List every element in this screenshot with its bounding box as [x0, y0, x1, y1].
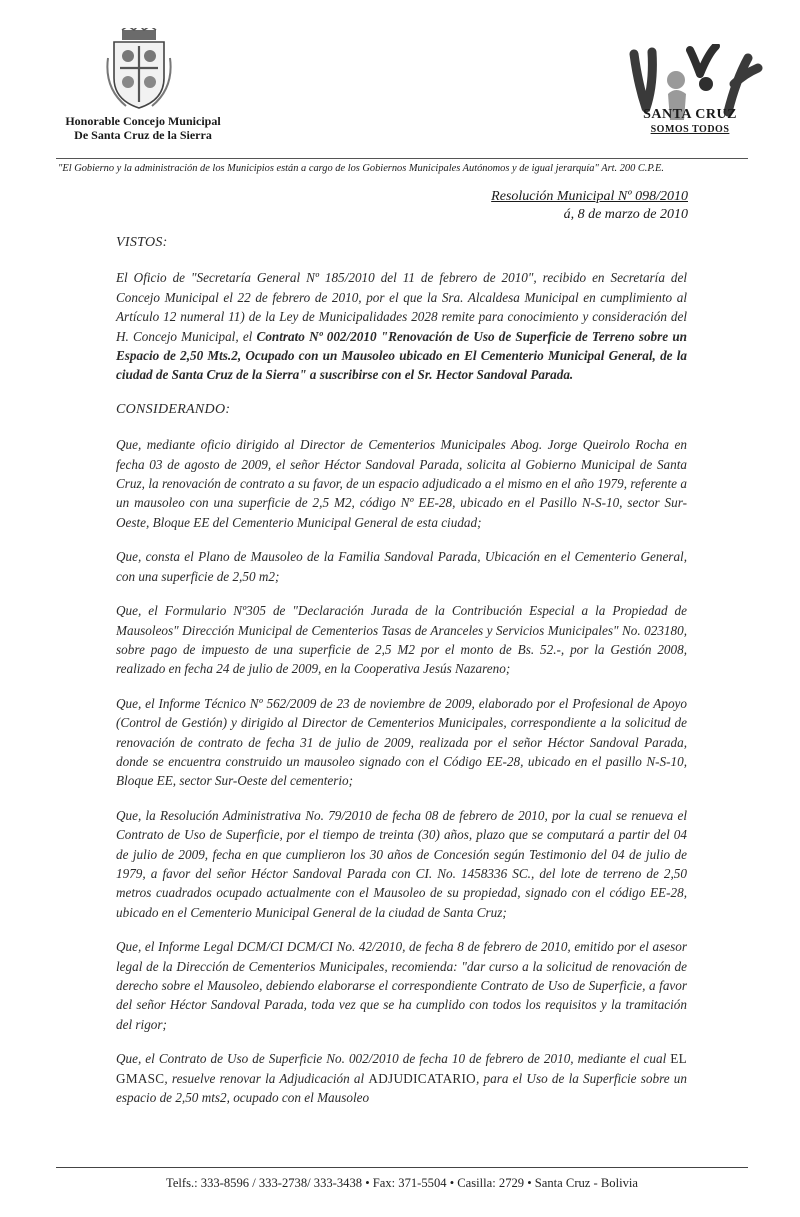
p7-text-a: Que, el Contrato de Uso de Superficie No. 002/2010 de fecha 10 de febrero de 2010, mediante el cual: [116, 1051, 667, 1067]
council-name: [40, 114, 246, 142]
p7-adjudicatario: ADJUDICATARIO: [368, 1070, 476, 1086]
p7-gmasc: EL GMASC: [116, 1051, 687, 1086]
considerando-paragraph-3: Que, el Formulario Nº305 de "Declaración Jurada de la Contribución Especial a la Propiedad de Mausoleos" Dirección Municipal de Cementerios Tasas de Aranceles y Servicios Municipales" No. 023180, sobre pago de impuesto de una superficie de 2,5 M2 por el monto de Bs. 52.-, por la Gestión 2008, realizado en fecha 24 de julio de 2009, en la Cooperativa Jesús Nazareno;: [116, 603, 687, 677]
p7-text-e: , para el Uso de la Superficie sobre un espacio de 2,50 mts2, ocupado con el Mausoleo: [116, 1070, 687, 1106]
resolution-date: á, 8 de marzo de 2010: [563, 207, 688, 222]
logo-title: SANTA CRUZ: [643, 107, 737, 122]
considerando-paragraph-7: [116, 1049, 687, 1107]
considerando-heading: CONSIDERANDO:: [116, 401, 231, 417]
council-line-2: De Santa Cruz de la Sierra: [74, 128, 212, 142]
considerando-paragraph-5: Que, la Resolución Administrativa No. 79/2010 de fecha 08 de febrero de 2010, por la cual se renueva el Contrato de Uso de Superficie, por el tiempo de treinta (30) años, plazo que se computará a partir del 04 de julio de 2009, fecha en que cumplieron los 30 años de Concesión según Testimonio del 04 de julio de 1979, a favor del señor Héctor Sandoval Parada con CI. No. 1458336 SC., del lote de terreno de 2,50 metros cuadrados ocupado actualmente con el Mausoleo de su propiedad, signado con el código EE-28, ubicado en el Cementerio Municipal General de la ciudad de Santa Cruz;: [116, 807, 687, 920]
p7-text-c: , resuelve renovar la Adjudicación al: [164, 1070, 365, 1086]
vistos-contract-title: Contrato Nº 002/2010 "Renovación de Uso de Superficie de Terreno sobre un Espacio de 2,50 Mts.2, Ocupado con un Mausoleo ubicado en El Cementerio Municipal General, de la ciudad de Santa Cruz de la Sierra" a suscribirse con el Sr. Hector Sandoval Parada.: [116, 328, 687, 383]
vistos-heading: VISTOS:: [116, 235, 168, 250]
coat-of-arms-icon: [106, 28, 172, 110]
footer-divider: [56, 1167, 748, 1168]
considerando-paragraph-4: Que, el Informe Técnico Nº 562/2009 de 23 de noviembre de 2009, elaborado por el Profesional de Apoyo (Control de Gestión) y dirigido al Director de Cementerios Municipales, correspondiente a la solicitud de renovación de contrato de fecha 31 de julio de 2009, realizada por el señor Héctor Sandoval Parada, donde se encuentra construido un mausoleo signado con el Código EE-28, ubicado en el pasillo N-S-10, Bloque EE, sector Sur-Oeste del cementerio;: [116, 695, 687, 789]
considerando-paragraph-6: Que, el Informe Legal DCM/CI DCM/CI No. 42/2010, de fecha 8 de febrero de 2010, emitido por el asesor legal de la Dirección de Cementerios Municipales, recomienda: "dar curso a la solicitud de renovación de derecho sobre el Mausoleo, debiendo elaborarse el correspondiente Contrato de Uso de Superficie, a favor del señor Héctor Sandoval Parada, toda vez que se ha cumplido con todos los requisitos y la tramitación del rigor;: [116, 939, 687, 1032]
vistos-text: El Oficio de "Secretaría General Nº 185/2010 del 11 de febrero de 2010", recibido en Secretaría del Concejo Municipal el 22 de febrero de 2010, por el que la Sra. Alcaldesa Municipal en cumplimiento al Artículo 12 numeral 11) de la Ley de Municipalidades 2028 remite para conocimiento y consideración del H. Concejo Municipal, el: [116, 270, 687, 344]
constitution-motto: "El Gobierno y la administración de los Municipios están a cargo de los Gobiernos Municipales Autónomos y de igual jerarquía" Art. 200 C.P.E.: [58, 163, 664, 174]
vistos-paragraph: [116, 268, 687, 384]
considerando-paragraph-1: Que, mediante oficio dirigido al Director de Cementerios Municipales Abog. Jorge Queirolo Rocha en fecha 03 de agosto de 2009, el señor Héctor Sandoval Parada, solicita al Gobierno Municipal de Santa Cruz, la renovación de contrato a su favor, de un espacio adjudicado a el mismo en el año 1979, referente a un mausoleo con una superficie de 2,5 M2, código Nº EE-28, ubicado en el Pasillo N-S-10, sector Sur-Oeste, Bloque EE del Cementerio Municipal General de esta ciudad;: [116, 437, 687, 530]
council-line-1: Honorable Concejo Municipal: [65, 114, 221, 128]
considerando-paragraph-2: Que, consta el Plano de Mausoleo de la Familia Sandoval Parada, Ubicación en el Cementerio General, con una superficie de 2,50 m2;: [116, 549, 687, 584]
contact-footer: Telfs.: 333-8596 / 333-2738/ 333-3438 • Fax: 371-5504 • Casilla: 2729 • Santa Cruz - Bolivia: [166, 1176, 638, 1190]
logo-subtitle: SOMOS TODOS: [650, 124, 730, 135]
resolution-title: Resolución Municipal Nº 098/2010: [491, 189, 688, 204]
resolution-body: [116, 233, 687, 1122]
header-divider: [56, 158, 748, 159]
